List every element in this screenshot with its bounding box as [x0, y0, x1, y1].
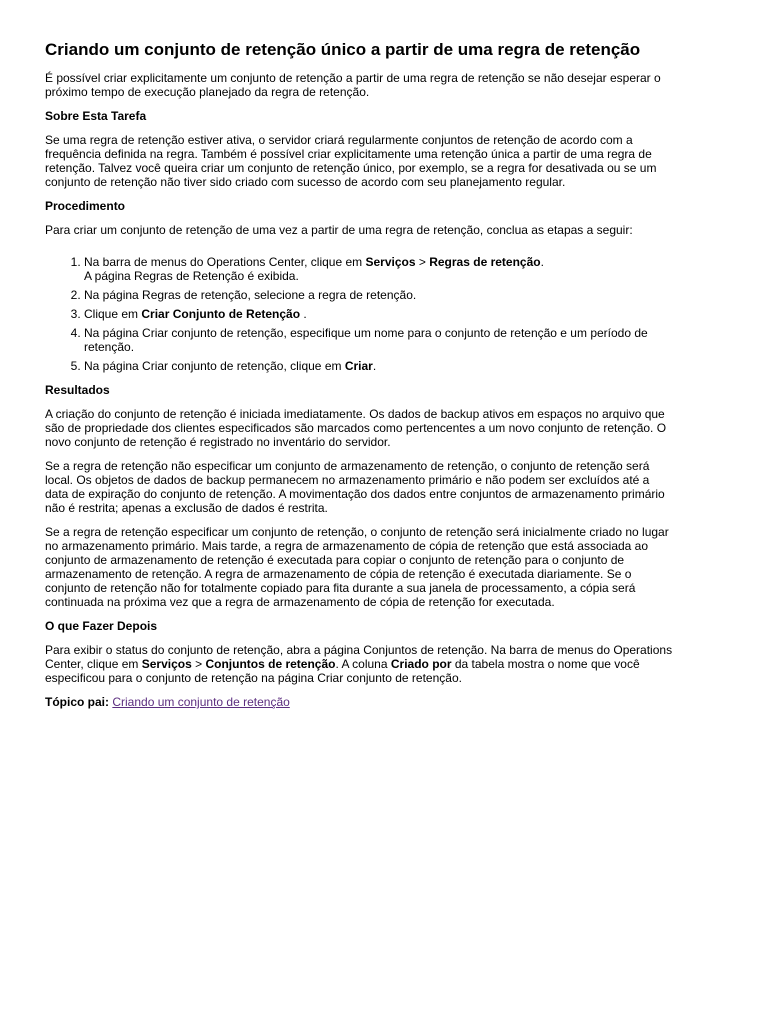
create-label: Criar — [344, 359, 373, 373]
results-paragraph: Se a regra de retenção especificar um conjunto de retenção, o conjunto de retenção será inicialmente criado no lugar no armazenamento primário. Mais tarde, a regra de armazenamento de cópia de retenção que está associada ao conjunto de armazenamento de retenção é executada para copiar o conjunto de retenção para o conjunto de armazenamento de retenção. A regra de armazenamento de cópia de retenção é executada diariamente. Se o conjunto de retenção não for totalmente copiado para fita durante a sua janela de processamento, a cópia será continuada na próxima vez que a regra de armazenamento de cópia de retenção for executada. — [45, 525, 669, 609]
page-title: Criando um conjunto de retenção único a partir de uma regra de retenção — [45, 40, 641, 59]
next-paragraph: Para exibir o status do conjunto de retenção, abra a página Conjuntos de retenção. Na barra de menus do Operations Center, clique em Serviços > Conjuntos de retenção. A coluna Criado por da tabela mostra o nome que você especificou para o conjunto de retenção na página Criar conjunto de retenção. — [45, 643, 673, 685]
step-item: 4. Na página Criar conjunto de retenção, especifique um nome para o conjunto de retenção e um período de retenção. — [84, 326, 675, 354]
next-heading: O que Fazer Depois — [45, 619, 158, 633]
procedure-heading: Procedimento — [45, 199, 126, 213]
procedure-steps — [45, 255, 675, 373]
step-item: 3. Clique em Criar Conjunto de Retenção . — [84, 307, 675, 321]
menu-retention-rules: Regras de retenção — [429, 255, 541, 269]
about-heading: Sobre Esta Tarefa — [45, 109, 147, 123]
results-paragraph: Se a regra de retenção não especificar um conjunto de armazenamento de retenção, o conjunto de retenção será local. Os objetos de dados de backup permanecem no armazenamento primário e não podem ser excluídos até a data de expiração do conjunto de retenção. A movimentação dos dados entre conjuntos de armazenamento primário não é restrita; apenas a exclusão de dados é restrita. — [45, 459, 665, 515]
menu-services: Serviços — [141, 657, 192, 671]
step-item: 1. Na barra de menus do Operations Center, clique em Serviços > Regras de retenção. A página Regras de Retenção é exibida. — [84, 255, 675, 283]
document-page — [45, 40, 675, 719]
created-by-column: Criado por — [390, 657, 452, 671]
parent-topic-link[interactable]: Criando um conjunto de retenção — [112, 695, 290, 709]
create-retention-set-label: Criar Conjunto de Retenção — [141, 307, 301, 321]
parent-topic — [45, 695, 675, 709]
parent-topic-label: Tópico pai: — [45, 695, 109, 709]
menu-services: Serviços — [365, 255, 416, 269]
step-item: 2. Na página Regras de retenção, selecione a regra de retenção. — [84, 288, 675, 302]
intro-paragraph: É possível criar explicitamente um conjunto de retenção a partir de uma regra de retenção se não desejar esperar o próximo tempo de execução planejado da regra de retenção. — [45, 71, 661, 99]
step-result: A página Regras de Retenção é exibida. — [84, 269, 299, 283]
procedure-intro: Para criar um conjunto de retenção de uma vez a partir de uma regra de retenção, conclua as etapas a seguir: — [45, 223, 633, 237]
results-paragraph: A criação do conjunto de retenção é iniciada imediatamente. Os dados de backup ativos em espaços no arquivo que são de propriedade dos clientes especificados são marcados como pertencentes a um novo conjunto de retenção. O novo conjunto de retenção é registrado no inventário do servidor. — [45, 407, 667, 449]
step-item: 5. Na página Criar conjunto de retenção, clique em Criar. — [84, 359, 675, 373]
results-heading: Resultados — [45, 383, 110, 397]
menu-retention-sets: Conjuntos de retenção — [205, 657, 336, 671]
about-paragraph: Se uma regra de retenção estiver ativa, o servidor criará regularmente conjuntos de retenção de acordo com a frequência definida na regra. Também é possível criar explicitamente uma retenção única a partir de uma regra de retenção. Talvez você queira criar um conjunto de retenção único, por exemplo, se a regra for desativada ou se um conjunto de retenção não tiver sido criado com sucesso de acordo com seu planejamento regular. — [45, 133, 657, 189]
